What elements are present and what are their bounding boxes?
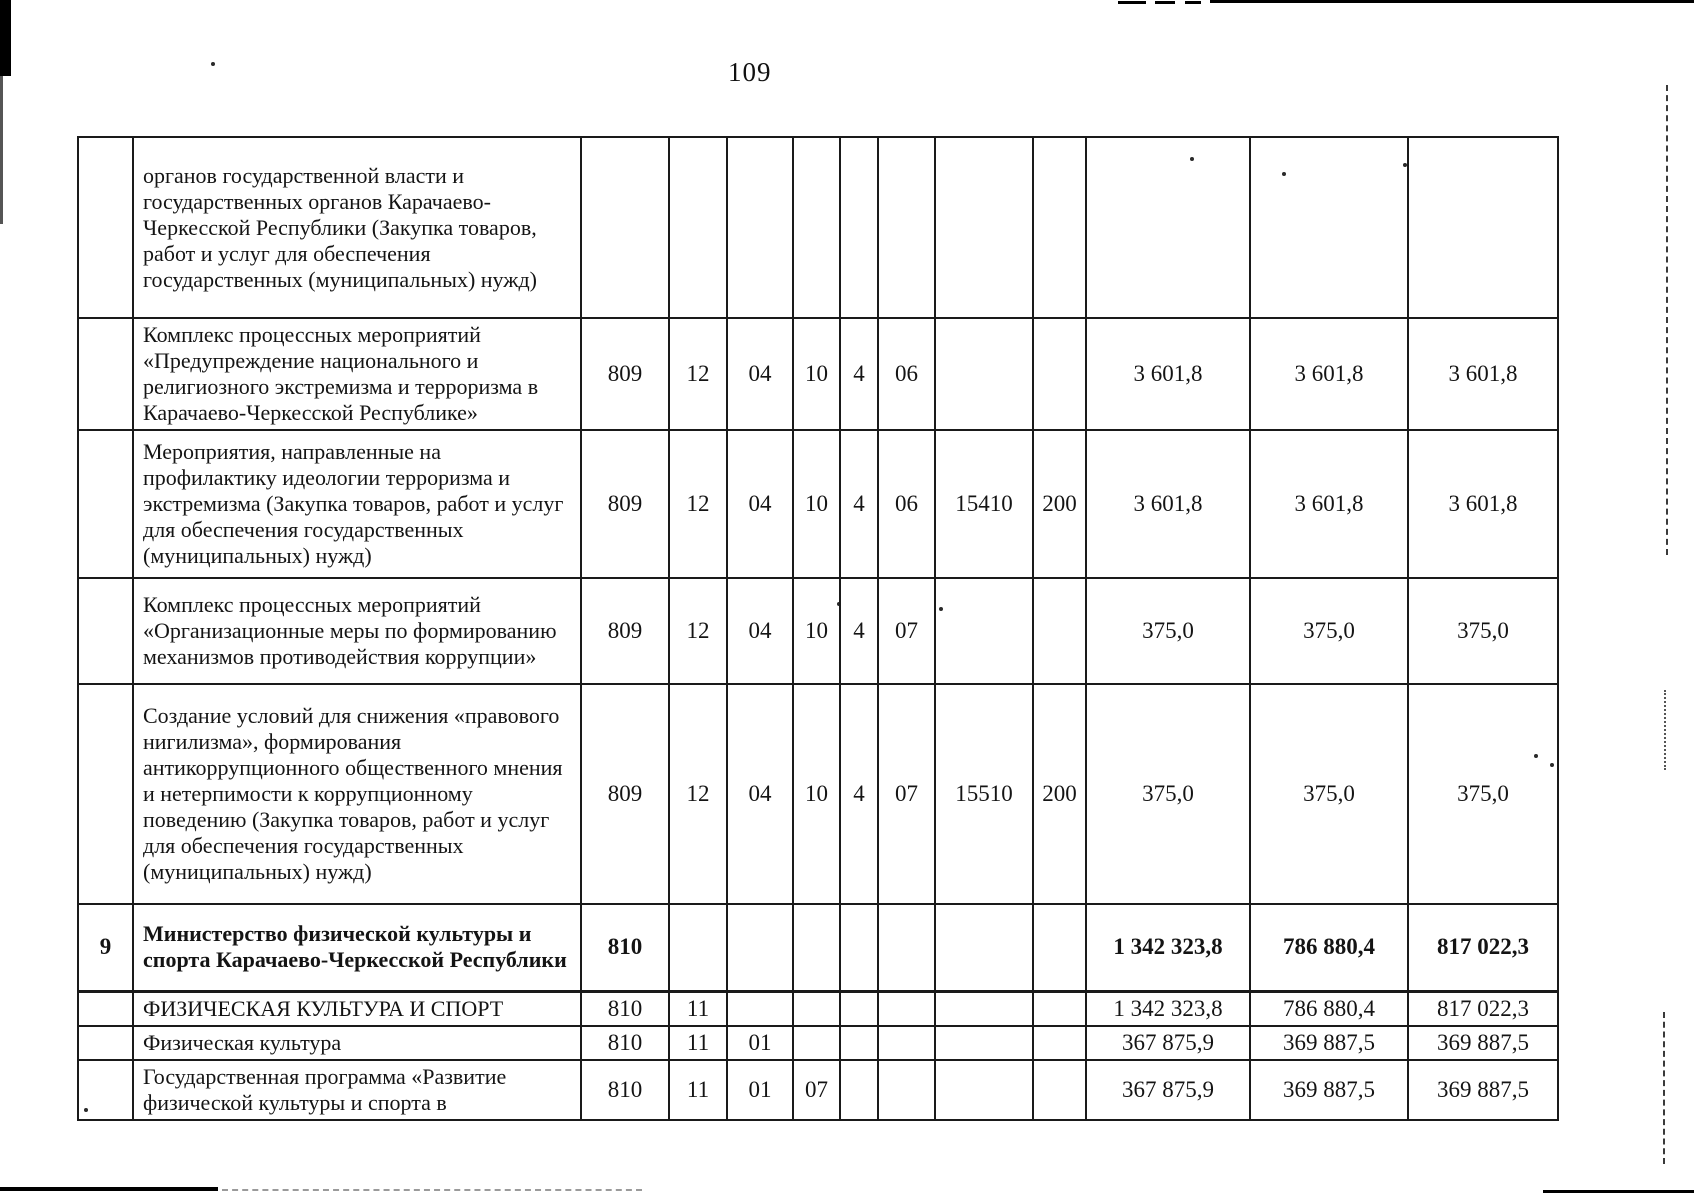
code-cell: 4 [840,430,878,578]
table-row [78,578,1558,684]
table-row [78,318,1558,430]
name-cell: Комплекс процессных мероприятий «Предупреждение национального и религиозного экстремизма и терроризма в Карачаево-Черкесской Республике» [133,318,581,430]
amount-cell: 375,0 [1250,578,1408,684]
code-cell [878,1026,935,1060]
code-cell [1033,578,1086,684]
code-cell [1033,318,1086,430]
code-cell [840,904,878,991]
code-cell [793,137,840,318]
row-index-cell [78,318,133,430]
code-cell: 4 [840,684,878,904]
code-cell [727,904,793,991]
amount-cell: 367 875,9 [1086,1026,1250,1060]
amount-cell: 786 880,4 [1250,991,1408,1026]
scan-artifact-left-bar [0,0,11,76]
code-cell: 12 [669,318,727,430]
row-index-cell [78,1060,133,1120]
code-cell [1033,991,1086,1026]
name-cell: Мероприятия, направленные на профилактику идеологии терроризма и экстремизма (Закупка товаров, работ и услуг для обеспечения государственных (муниципальных) нужд) [133,430,581,578]
code-cell [878,1060,935,1120]
table-row [78,430,1558,578]
code-cell: 4 [840,578,878,684]
code-cell: 11 [669,1060,727,1120]
amount-cell: 375,0 [1408,578,1558,684]
scan-artifact-right-dashed-line [1664,690,1666,770]
code-cell: 01 [727,1026,793,1060]
scan-speck [211,62,215,66]
amount-cell: 3 601,8 [1408,430,1558,578]
code-cell: 810 [581,904,669,991]
amount-cell: 3 601,8 [1408,318,1558,430]
amount-cell: 1 342 323,8 [1086,904,1250,991]
row-index-cell: 9 [78,904,133,991]
code-cell: 11 [669,991,727,1026]
name-cell: Физическая культура [133,1026,581,1060]
code-cell: 07 [878,578,935,684]
scan-artifact-top-dash [1185,1,1201,4]
amount-cell: 3 601,8 [1086,318,1250,430]
amount-cell: 3 601,8 [1086,430,1250,578]
name-cell: ФИЗИЧЕСКАЯ КУЛЬТУРА И СПОРТ [133,991,581,1026]
table-row-section [78,991,1558,1026]
code-cell [727,991,793,1026]
code-cell: 12 [669,430,727,578]
code-cell [669,137,727,318]
code-cell [793,991,840,1026]
code-cell: 810 [581,991,669,1026]
code-cell [935,1060,1033,1120]
table-row-ministry-total [78,904,1558,991]
scan-artifact-top-edge-line [1210,0,1694,3]
code-cell [1033,1026,1086,1060]
row-index-cell [78,137,133,318]
code-cell: 10 [793,318,840,430]
name-cell: Создание условий для снижения «правового нигилизма», формирования антикоррупционного общественного мнения и нетерпимости к коррупционному поведению (Закупка товаров, работ и услуг для обеспечения государственных (муниципальных) нужд) [133,684,581,904]
code-cell: 07 [878,684,935,904]
amount-cell: 786 880,4 [1250,904,1408,991]
page-number: 109 [728,57,772,87]
scan-artifact-bottom-edge-line [1543,1190,1694,1193]
scan-artifact-bottom-faint-line [222,1189,642,1191]
amount-cell: 375,0 [1408,684,1558,904]
table-row [78,684,1558,904]
amount-cell [1086,137,1250,318]
row-index-cell [78,991,133,1026]
code-cell [840,1026,878,1060]
code-cell: 200 [1033,684,1086,904]
code-cell: 809 [581,318,669,430]
code-cell [793,1026,840,1060]
amount-cell [1250,137,1408,318]
code-cell: 15410 [935,430,1033,578]
code-cell: 4 [840,318,878,430]
code-cell: 04 [727,684,793,904]
scan-artifact-right-dashed-line [1666,85,1668,555]
code-cell: 200 [1033,430,1086,578]
amount-cell: 375,0 [1086,578,1250,684]
scan-artifact-right-dashed-line [1663,1012,1665,1164]
code-cell [840,991,878,1026]
code-cell [935,1026,1033,1060]
code-cell: 15510 [935,684,1033,904]
amount-cell: 817 022,3 [1408,904,1558,991]
code-cell [1033,137,1086,318]
table-row [78,137,1558,318]
code-cell: 809 [581,684,669,904]
scan-artifact-left-bar-tail [0,76,3,224]
amount-cell: 375,0 [1250,684,1408,904]
amount-cell: 3 601,8 [1250,430,1408,578]
code-cell: 06 [878,430,935,578]
code-cell [581,137,669,318]
amount-cell: 375,0 [1086,684,1250,904]
code-cell [935,904,1033,991]
budget-allocation-table [77,136,1559,1121]
code-cell [793,904,840,991]
amount-cell: 369 887,5 [1250,1026,1408,1060]
code-cell [840,1060,878,1120]
code-cell: 10 [793,430,840,578]
code-cell [935,578,1033,684]
code-cell [669,904,727,991]
code-cell [840,137,878,318]
code-cell [1033,904,1086,991]
amount-cell: 369 887,5 [1408,1026,1558,1060]
table-row [78,1060,1558,1120]
code-cell: 10 [793,684,840,904]
amount-cell: 1 342 323,8 [1086,991,1250,1026]
code-cell: 11 [669,1026,727,1060]
amount-cell [1408,137,1558,318]
name-cell: Комплекс процессных мероприятий «Организационные меры по формированию механизмов противодействия коррупции» [133,578,581,684]
row-index-cell [78,1026,133,1060]
code-cell [878,137,935,318]
name-cell: Государственная программа «Развитие физической культуры и спорта в [133,1060,581,1120]
code-cell: 12 [669,578,727,684]
code-cell: 809 [581,578,669,684]
code-cell [935,137,1033,318]
amount-cell: 817 022,3 [1408,991,1558,1026]
scan-artifact-bottom-edge-line [0,1187,218,1191]
code-cell [727,137,793,318]
row-index-cell [78,684,133,904]
row-index-cell [78,430,133,578]
code-cell [935,991,1033,1026]
code-cell: 809 [581,430,669,578]
code-cell [1033,1060,1086,1120]
scan-artifact-top-dash [1155,1,1175,4]
code-cell: 01 [727,1060,793,1120]
code-cell: 07 [793,1060,840,1120]
amount-cell: 367 875,9 [1086,1060,1250,1120]
name-cell: Министерство физической культуры и спорта Карачаево-Черкесской Республики [133,904,581,991]
code-cell: 04 [727,318,793,430]
code-cell: 10 [793,578,840,684]
code-cell [878,991,935,1026]
code-cell: 06 [878,318,935,430]
code-cell [878,904,935,991]
amount-cell: 3 601,8 [1250,318,1408,430]
amount-cell: 369 887,5 [1250,1060,1408,1120]
code-cell: 04 [727,430,793,578]
code-cell: 04 [727,578,793,684]
code-cell: 12 [669,684,727,904]
row-index-cell [78,578,133,684]
scan-artifact-top-dash [1118,1,1146,4]
code-cell [935,318,1033,430]
name-cell: органов государственной власти и государственных органов Карачаево-Черкесской Республики (Закупка товаров, работ и услуг для обеспечения государственных (муниципальных) нужд) [133,137,581,318]
code-cell: 810 [581,1026,669,1060]
table-row [78,1026,1558,1060]
amount-cell: 369 887,5 [1408,1060,1558,1120]
code-cell: 810 [581,1060,669,1120]
